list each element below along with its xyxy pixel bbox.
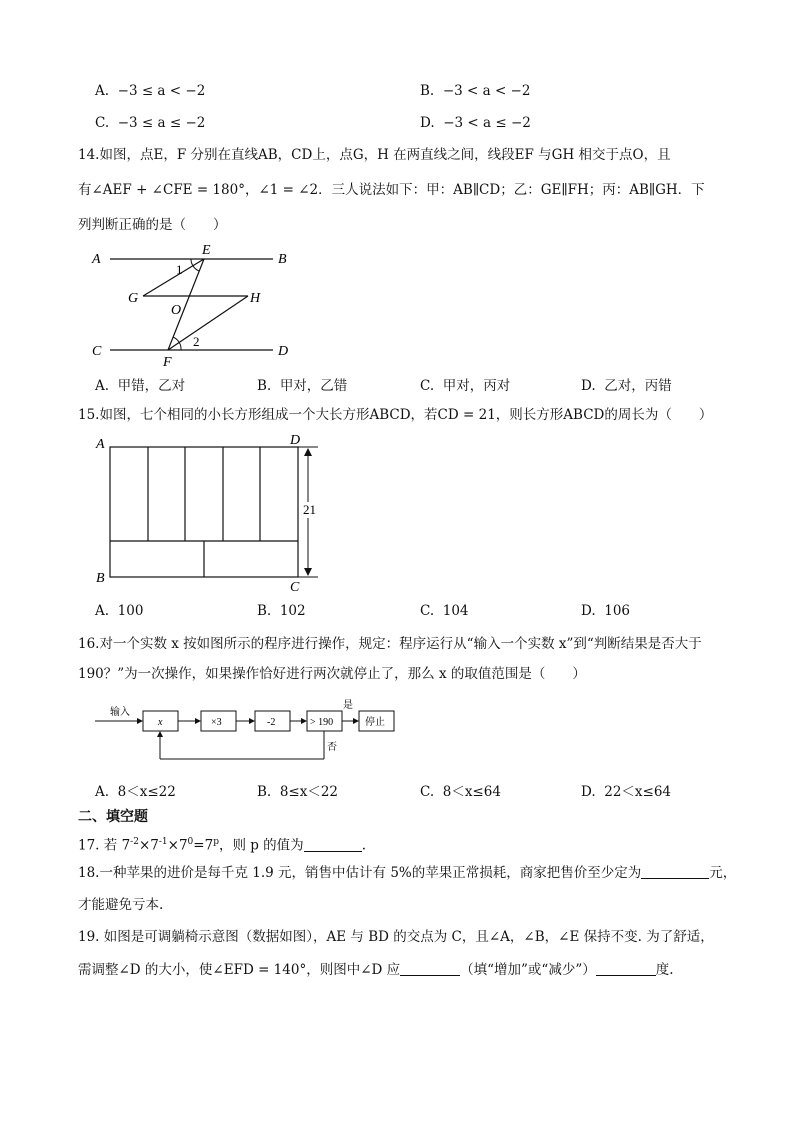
label-d: D bbox=[278, 344, 289, 359]
q19-line2: 需调整∠D 的大小，使∠EFD = 140°，则图中∠D 应 （填“增加”或“减少”） 度. bbox=[78, 962, 674, 978]
q13-option-a: A. −3 ≤ a < −2 bbox=[95, 83, 206, 99]
q13-option-b: B. −3 < a < −2 bbox=[420, 83, 531, 99]
q15-option-d: D. 106 bbox=[581, 603, 631, 619]
label-c: C bbox=[92, 344, 102, 359]
label-f: F bbox=[163, 355, 172, 370]
q14-option-d: D. 乙对，丙错 bbox=[581, 378, 672, 394]
flow-x-box: x bbox=[158, 717, 163, 728]
angle-1-label: 1 bbox=[176, 262, 183, 277]
q16-line2: 190？”为一次操作，如果操作恰好进行两次就停止了，那么 x 的取值范围是（ ） bbox=[78, 666, 586, 682]
angle-2-label: 2 bbox=[193, 334, 200, 349]
q16-option-c: C. 8＜x≤64 bbox=[420, 784, 501, 800]
q15-option-b: B. 102 bbox=[257, 603, 306, 619]
q18-answer-blank[interactable] bbox=[641, 864, 709, 879]
q15-option-a: A. 100 bbox=[95, 603, 144, 619]
q14-option-c: C. 甲对，丙对 bbox=[420, 378, 511, 394]
q18-line2: 才能避免亏本. bbox=[78, 897, 164, 913]
q16-option-b: B. 8≤x＜22 bbox=[257, 784, 339, 800]
flow-minus2-box: -2 bbox=[267, 717, 276, 728]
section-title-fill-in: 二、填空题 bbox=[78, 809, 148, 825]
q16-line1: 16.对一个实数 x 按如图所示的程序进行操作，规定：程序运行从“输入一个实数 x”到“判断结果是否大于 bbox=[78, 636, 702, 652]
rect-label-b: B bbox=[96, 571, 105, 586]
q16-flowchart bbox=[95, 697, 405, 765]
q19-answer-blank-degrees[interactable] bbox=[596, 961, 656, 976]
q13-option-d: D. −3 < a ≤ −2 bbox=[420, 115, 531, 131]
q16-option-d: D. 22＜x≤64 bbox=[581, 784, 672, 800]
label-o: O bbox=[171, 303, 182, 318]
flow-condition-box: > 190 bbox=[310, 717, 334, 728]
length-label: 21 bbox=[303, 502, 316, 517]
label-a: A bbox=[92, 252, 101, 267]
flow-input-label: 输入 bbox=[110, 707, 130, 718]
q14-line2: 有∠AEF + ∠CFE = 180°，∠1 = ∠2．三人说法如下：甲：AB∥CD；乙：GE∥FH；丙：AB∥GH．下 bbox=[78, 182, 705, 198]
label-h: H bbox=[250, 291, 261, 306]
q19-line1: 19. 如图是可调躺椅示意图（数据如图），AE 与 BD 的交点为 C，且∠A，∠B，∠E 保持不变. 为了舒适， bbox=[78, 929, 714, 945]
q14-option-a: A. 甲错，乙对 bbox=[95, 378, 186, 394]
q19-answer-blank-direction[interactable] bbox=[400, 961, 460, 976]
q18-line1: 18.一种苹果的进价是每千克 1.9 元，销售中估计有 5%的苹果正常损耗，商家把售价至少定为 元， bbox=[78, 865, 737, 881]
label-e: E bbox=[202, 243, 211, 258]
q14-line1: 14.如图，点E，F 分别在直线AB，CD上，点G，H 在两直线之间，线段EF 与GH 相交于点O，且 bbox=[78, 147, 671, 163]
q16-option-a: A. 8＜x≤22 bbox=[95, 784, 176, 800]
q15-option-c: C. 104 bbox=[420, 603, 469, 619]
flow-yes-label: 是 bbox=[343, 700, 353, 711]
rect-label-a: A bbox=[96, 437, 105, 452]
label-g: G bbox=[128, 291, 139, 306]
q15-line1: 15.如图，七个相同的小长方形组成一个大长方形ABCD，若CD = 21，则长方形ABCD的周长为（ ） bbox=[78, 407, 713, 423]
flow-stop-box: 停止 bbox=[365, 717, 385, 728]
q14-option-b: B. 甲对，乙错 bbox=[257, 378, 348, 394]
label-b: B bbox=[278, 252, 287, 267]
q17-answer-blank[interactable] bbox=[304, 837, 362, 852]
q13-option-c: C. −3 ≤ a ≤ −2 bbox=[95, 115, 206, 131]
q17-line: 17. 若 $7^{-2}\times 7^{-1}\times 7^0=7^p$，则 p 的值为 . bbox=[78, 837, 366, 854]
q15-figure bbox=[90, 432, 330, 594]
q14-line3: 列判断正确的是（ ） bbox=[78, 217, 227, 233]
flow-times3-box: ×3 bbox=[211, 717, 222, 728]
flow-no-label: 否 bbox=[327, 742, 337, 753]
q14-figure bbox=[88, 240, 308, 370]
rect-label-d: D bbox=[290, 433, 301, 448]
rect-label-c: C bbox=[290, 580, 300, 594]
